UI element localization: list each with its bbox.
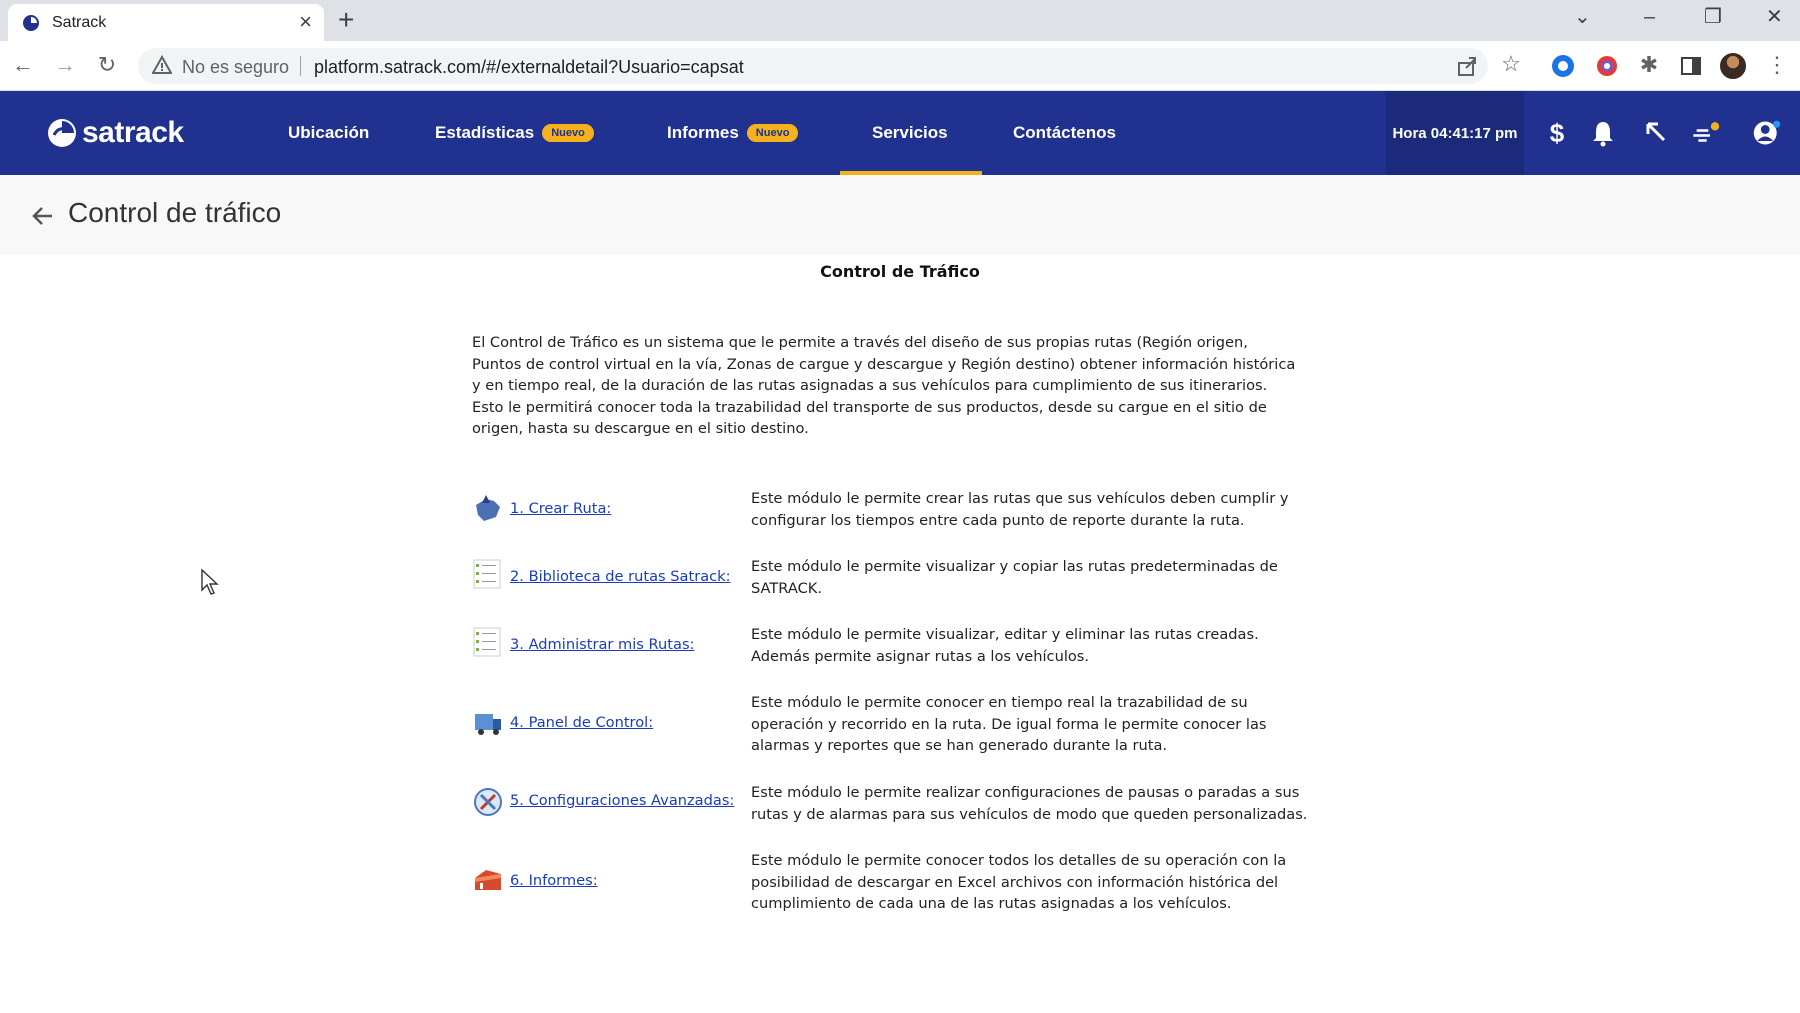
nav-label: Contáctenos: [1013, 123, 1116, 142]
biblioteca-rutas-link[interactable]: 2. Biblioteca de rutas Satrack:: [510, 568, 731, 585]
app-header: [0, 91, 1800, 175]
intro-line: Puntos de control virtual en la vía, Zonas de cargue y descargue y Región destino) obtener información histórica: [472, 355, 1296, 373]
browser-toolbar: [0, 41, 1800, 91]
new-badge: Nuevo: [747, 124, 799, 142]
reload-icon[interactable]: ↻: [97, 52, 117, 77]
intro-line: El Control de Tráfico es un sistema que le permite a través del diseño de sus propias rutas (Región origen,: [472, 334, 1248, 351]
logo-text: satrack: [82, 116, 184, 149]
nav-servicios[interactable]: [872, 91, 948, 175]
list-icon: [472, 558, 504, 590]
content-heading: [0, 262, 1800, 281]
intro-paragraph: [472, 332, 1342, 440]
bookmark-star-icon[interactable]: ☆: [1501, 51, 1521, 76]
module-description: [751, 488, 1351, 531]
settings-icon: [472, 786, 504, 818]
new-tab-icon[interactable]: +: [338, 4, 355, 35]
module-description: [751, 624, 1351, 667]
list-icon: [472, 626, 504, 658]
desc-line: alarmas y reportes que se han generado durante la ruta.: [751, 737, 1168, 754]
nav-label: Ubicación: [288, 123, 370, 142]
new-badge: Nuevo: [542, 124, 594, 142]
restore-icon[interactable]: ❐: [1704, 6, 1722, 28]
share-icon[interactable]: [1454, 53, 1480, 79]
desc-line: rutas y de alarmas para sus vehículos de modo que queden personalizadas.: [751, 805, 1308, 823]
desc-line: Además permite asignar rutas a los vehículos.: [751, 647, 1090, 665]
desc-line: Este módulo le permite conocer todos los detalles de su operación con la: [751, 852, 1287, 869]
extension-blue-icon[interactable]: [1550, 53, 1576, 79]
nav-ubicacion[interactable]: [288, 91, 369, 175]
url-text[interactable]: platform.satrack.com/#/externaldetail?Usuario=capsat: [314, 57, 744, 77]
tab-search-icon[interactable]: ⌄: [1574, 6, 1591, 28]
satrack-logo-icon: [46, 117, 78, 149]
nav-informes[interactable]: [667, 91, 798, 175]
bell-icon[interactable]: [1588, 118, 1618, 148]
panel-control-link[interactable]: 4. Panel de Control:: [510, 714, 654, 731]
content-heading-text: Control de Tráfico: [820, 262, 980, 281]
intro-line: Esto le permitirá conocer toda la trazabilidad del transporte de sus productos, desde su cargue en el sitio de: [472, 398, 1267, 416]
desc-line: SATRACK.: [751, 579, 822, 597]
extensions-puzzle-icon[interactable]: ✱: [1639, 52, 1659, 77]
nav-label: Estadísticas: [435, 123, 535, 142]
pointer-arrow-icon[interactable]: [1642, 118, 1672, 148]
back-icon[interactable]: ←: [12, 52, 34, 77]
browser-tab[interactable]: [8, 4, 324, 41]
desc-line: cumplimiento de cada una de las rutas asignadas a los vehículos.: [751, 895, 1232, 912]
page-title: Control de tráfico: [68, 197, 282, 228]
address-bar[interactable]: [138, 48, 1488, 84]
module-description: [751, 692, 1351, 757]
module-description: [751, 556, 1351, 599]
satrack-favicon-icon: [22, 14, 40, 32]
weather-icon[interactable]: [1690, 118, 1720, 148]
tab-close-icon[interactable]: ×: [299, 9, 312, 34]
desc-line: operación y recorrido en la ruta. De igual forma le permite conocer las: [751, 715, 1267, 733]
intro-line: origen, hasta su descargue en el sitio destino.: [472, 420, 809, 437]
nav-contactenos[interactable]: [1013, 91, 1116, 175]
nav-label: Servicios: [872, 123, 948, 142]
intro-line: y en tiempo real, de la duración de las rutas asignadas a sus vehículos para cumplimiento de sus itinerarios.: [472, 377, 1268, 394]
omnibox-divider: [300, 56, 301, 76]
desc-line: configurar los tiempos entre cada punto de reporte durante la ruta.: [751, 511, 1245, 529]
nav-label: Informes: [667, 123, 739, 142]
tab-title: Satrack: [52, 14, 107, 31]
back-arrow-icon[interactable]: [30, 203, 56, 229]
svg-text:$: $: [1549, 118, 1565, 148]
desc-line: Este módulo le permite visualizar, editar y eliminar las rutas creadas.: [751, 626, 1259, 643]
menu-dots-icon[interactable]: ⋮: [1766, 52, 1788, 77]
side-panel-icon[interactable]: [1678, 53, 1704, 79]
map-pin-icon: [472, 493, 504, 525]
configuraciones-avanzadas-link[interactable]: 5. Configuraciones Avanzadas:: [510, 792, 735, 809]
profile-avatar[interactable]: [1718, 51, 1748, 81]
dollar-icon[interactable]: [1542, 118, 1572, 148]
extension-gear-icon[interactable]: [1594, 53, 1620, 79]
close-window-icon[interactable]: ✕: [1766, 6, 1783, 28]
minimize-icon[interactable]: –: [1644, 6, 1656, 28]
desc-line: Este módulo le permite visualizar y copiar las rutas predeterminadas de: [751, 558, 1278, 575]
warning-icon: [152, 55, 172, 75]
mouse-cursor-icon: [200, 568, 220, 596]
desc-line: posibilidad de descargar en Excel archivos con información histórica del: [751, 873, 1279, 891]
informes-link[interactable]: 6. Informes:: [510, 872, 598, 889]
forward-icon[interactable]: →: [54, 52, 76, 77]
truck-icon: [472, 706, 504, 738]
satrack-logo[interactable]: [46, 115, 184, 151]
administrar-rutas-link[interactable]: 3. Administrar mis Rutas:: [510, 636, 695, 653]
module-description: [751, 782, 1351, 825]
desc-line: Este módulo le permite crear las rutas que sus vehículos deben cumplir y: [751, 490, 1289, 507]
report-icon: [472, 864, 504, 896]
crear-ruta-link[interactable]: 1. Crear Ruta:: [510, 500, 612, 517]
desc-line: Este módulo le permite realizar configuraciones de pausas o paradas a sus: [751, 784, 1300, 801]
security-label[interactable]: No es seguro: [182, 57, 290, 77]
clock-display: Hora 04:41:17 pm: [1386, 91, 1524, 175]
nav-estadisticas[interactable]: [435, 91, 594, 175]
module-description: [751, 850, 1351, 915]
desc-line: Este módulo le permite conocer en tiempo real la trazabilidad de su: [751, 694, 1248, 711]
page-title-bar: [0, 175, 1800, 255]
user-account-icon[interactable]: [1752, 118, 1782, 148]
browser-tab-strip: [0, 0, 1800, 41]
